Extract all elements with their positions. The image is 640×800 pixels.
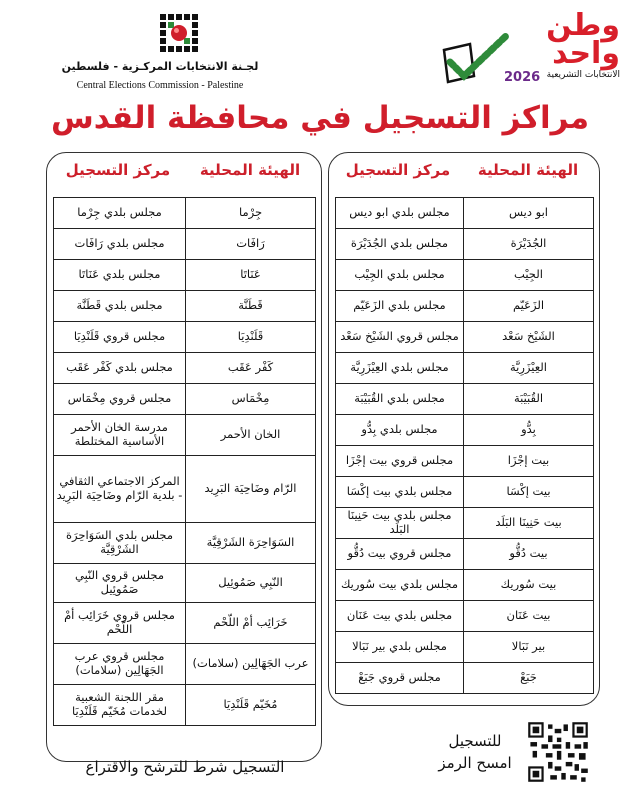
registration-center-cell: مدرسة الخان الأحمر الأساسية المختلطة — [54, 415, 186, 456]
cec-emblem-icon — [158, 12, 200, 54]
table-row — [336, 229, 594, 260]
table-row — [336, 446, 594, 477]
table-row — [54, 456, 316, 523]
election-logo — [440, 8, 620, 96]
brand-line-2: واحد — [552, 36, 620, 71]
registration-center-cell: مجلس بلدي العِيْزَرِيَّة — [336, 353, 464, 384]
registration-center-cell: مجلس بلدي بيت عَنَان — [336, 601, 464, 632]
table-row — [54, 198, 316, 229]
table-row — [54, 260, 316, 291]
brand-line-1: وطن — [546, 8, 620, 43]
registration-center-cell: مجلس قروي النّبِي صَمُوئِيل — [54, 564, 186, 603]
registration-center-cell: مجلس قروي خَرَائِب أمْ اللّحْم — [54, 603, 186, 644]
local-body-cell: بيت حَنِينَا البَلَد — [464, 508, 594, 539]
local-body-cell: بيت دُقُّو — [464, 539, 594, 570]
local-body-cell: عرب الجَهَالِين (سلامات) — [186, 644, 316, 685]
registration-table-right — [328, 152, 600, 706]
registration-center-cell: مجلس بلدي بير نَبَالا — [336, 632, 464, 663]
registration-center-cell: مجلس بلدي جِرْما — [54, 198, 186, 229]
local-body-cell: ابو ديس — [464, 198, 594, 229]
election-year: 2026 — [504, 70, 541, 85]
registration-center-cell: مجلس قروي عرب الجَهَالِين (سلامات) — [54, 644, 186, 685]
register-line-1: للتسجيل — [448, 732, 502, 750]
local-body-cell: قَلَنْدِيَا — [186, 322, 316, 353]
table-row — [54, 384, 316, 415]
table-row — [54, 415, 316, 456]
local-body-cell: كَفْر عَقَب — [186, 353, 316, 384]
registration-center-cell: مجلس بلدي الزَعَيّم — [336, 291, 464, 322]
registration-center-cell: المركز الاجتماعي الثقافي - بلدية الرّام وضَاحِيَة البَرِيد — [54, 456, 186, 523]
local-body-cell: رَافَات — [186, 229, 316, 260]
registration-center-cell: مجلس بلدي ابو ديس — [336, 198, 464, 229]
registration-center-cell: مجلس بلدي رَافَات — [54, 229, 186, 260]
registration-center-cell: مجلس بلدي بيت سُوريك — [336, 570, 464, 601]
column-header-registration-center: مركز التسجيل — [345, 161, 451, 179]
local-body-cell: بيت إكْسَا — [464, 477, 594, 508]
registration-requirement-note: التسجيل شرط للترشح والاقتراع — [85, 758, 285, 776]
local-body-cell: جِرْما — [186, 198, 316, 229]
cec-name-arabic: لجـنة الانتخابات المركـزية - فلسطين — [61, 60, 259, 73]
registration-center-cell: مجلس قروي بيت إجْزَا — [336, 446, 464, 477]
local-body-cell: مِخْمَاس — [186, 384, 316, 415]
local-body-cell: بيت إجْزَا — [464, 446, 594, 477]
registration-center-cell: مجلس قروي الشَيْخ سَعْد — [336, 322, 464, 353]
table-row — [336, 663, 594, 694]
table-row — [336, 291, 594, 322]
registration-center-cell: مقر اللجنة الشعبية لخدمات مُخَيّم قَلَنْدِيَا — [54, 685, 186, 726]
election-name: الانتخابات التشريعية — [546, 70, 620, 80]
local-body-cell: جَبَعْ — [464, 663, 594, 694]
local-body-cell: الرّام وضَاحِيَة البَرِيد — [186, 456, 316, 523]
table-row — [336, 632, 594, 663]
registration-center-cell: مجلس بلدي الجُدَيْرَة — [336, 229, 464, 260]
table-row — [336, 384, 594, 415]
local-body-cell: الشَيْخ سَعْد — [464, 322, 594, 353]
registration-center-cell: مجلس قروي جَبَعْ — [336, 663, 464, 694]
local-body-cell: الجِيْب — [464, 260, 594, 291]
page-title: مراكز التسجيل في محافظة القدس — [50, 100, 590, 136]
table-row — [54, 353, 316, 384]
registration-center-cell: مجلس بلدي بيت حَنِينَا البَلَد — [336, 508, 464, 539]
table-row — [54, 564, 316, 603]
table-row — [336, 415, 594, 446]
local-body-cell: الزَعَيّم — [464, 291, 594, 322]
table-row — [336, 260, 594, 291]
registration-center-cell: مجلس بلدي قَطَنَّة — [54, 291, 186, 322]
local-body-cell: قَطَنَّة — [186, 291, 316, 322]
column-header-local-body: الهيئة المحلية — [199, 161, 301, 179]
table-row — [54, 523, 316, 564]
column-header-local-body: الهيئة المحلية — [477, 161, 579, 179]
register-line-2: امسح الرمز — [438, 754, 512, 772]
table-row — [336, 539, 594, 570]
registration-table-left — [46, 152, 322, 762]
local-body-cell: بِدُّو — [464, 415, 594, 446]
local-body-cell: مُخَيّم قَلَنْدِيَا — [186, 685, 316, 726]
table-row — [336, 198, 594, 229]
qr-code-icon[interactable] — [526, 720, 590, 784]
local-body-cell: الخان الأحمر — [186, 415, 316, 456]
registration-center-cell: مجلس بلدي بيت إكْسَا — [336, 477, 464, 508]
table-row — [336, 353, 594, 384]
registration-center-cell: مجلس قروي قَلَنْدِيَا — [54, 322, 186, 353]
table-row — [336, 477, 594, 508]
registration-center-cell: مجلس قروي بيت دُقُّو — [336, 539, 464, 570]
table-left-grid — [53, 197, 316, 726]
table-row — [336, 601, 594, 632]
column-header-registration-center: مركز التسجيل — [65, 161, 171, 179]
cec-logo — [40, 10, 270, 98]
registration-center-cell: مجلس بلدي كَفْر عَقَب — [54, 353, 186, 384]
local-body-cell: القُبَيْبَة — [464, 384, 594, 415]
table-row — [336, 508, 594, 539]
local-body-cell: النّبِي صَمُوئِيل — [186, 564, 316, 603]
registration-center-cell: مجلس بلدي السَوَاحِرَة الشَرْقِيَّة — [54, 523, 186, 564]
scan-to-register — [430, 730, 520, 774]
table-row — [336, 322, 594, 353]
table-row — [54, 291, 316, 322]
header — [0, 0, 640, 100]
registration-center-cell: مجلس بلدي الجِيْب — [336, 260, 464, 291]
local-body-cell: بيت سُوريك — [464, 570, 594, 601]
table-row — [54, 644, 316, 685]
table-row — [54, 603, 316, 644]
local-body-cell: الجُدَيْرَة — [464, 229, 594, 260]
local-body-cell: خَرَائِب أمْ اللّحْم — [186, 603, 316, 644]
local-body-cell: عَنَاتَا — [186, 260, 316, 291]
table-row — [54, 229, 316, 260]
table-row — [336, 570, 594, 601]
registration-center-cell: مجلس بلدي بِدُّو — [336, 415, 464, 446]
local-body-cell: العِيْزَرِيَّة — [464, 353, 594, 384]
registration-center-cell: مجلس قروي مِخْمَاس — [54, 384, 186, 415]
registration-center-cell: مجلس بلدي عَنَاتَا — [54, 260, 186, 291]
brand-wordmark — [520, 8, 620, 71]
cec-name-english: Central Elections Commission - Palestine — [76, 80, 244, 91]
local-body-cell: بير نَبَالا — [464, 632, 594, 663]
local-body-cell: السَوَاحِرَة الشَرْقِيَّة — [186, 523, 316, 564]
table-row — [54, 685, 316, 726]
table-row — [54, 322, 316, 353]
local-body-cell: بيت عَنَان — [464, 601, 594, 632]
table-right-grid — [335, 197, 594, 694]
registration-center-cell: مجلس بلدي القُبَيْبَة — [336, 384, 464, 415]
